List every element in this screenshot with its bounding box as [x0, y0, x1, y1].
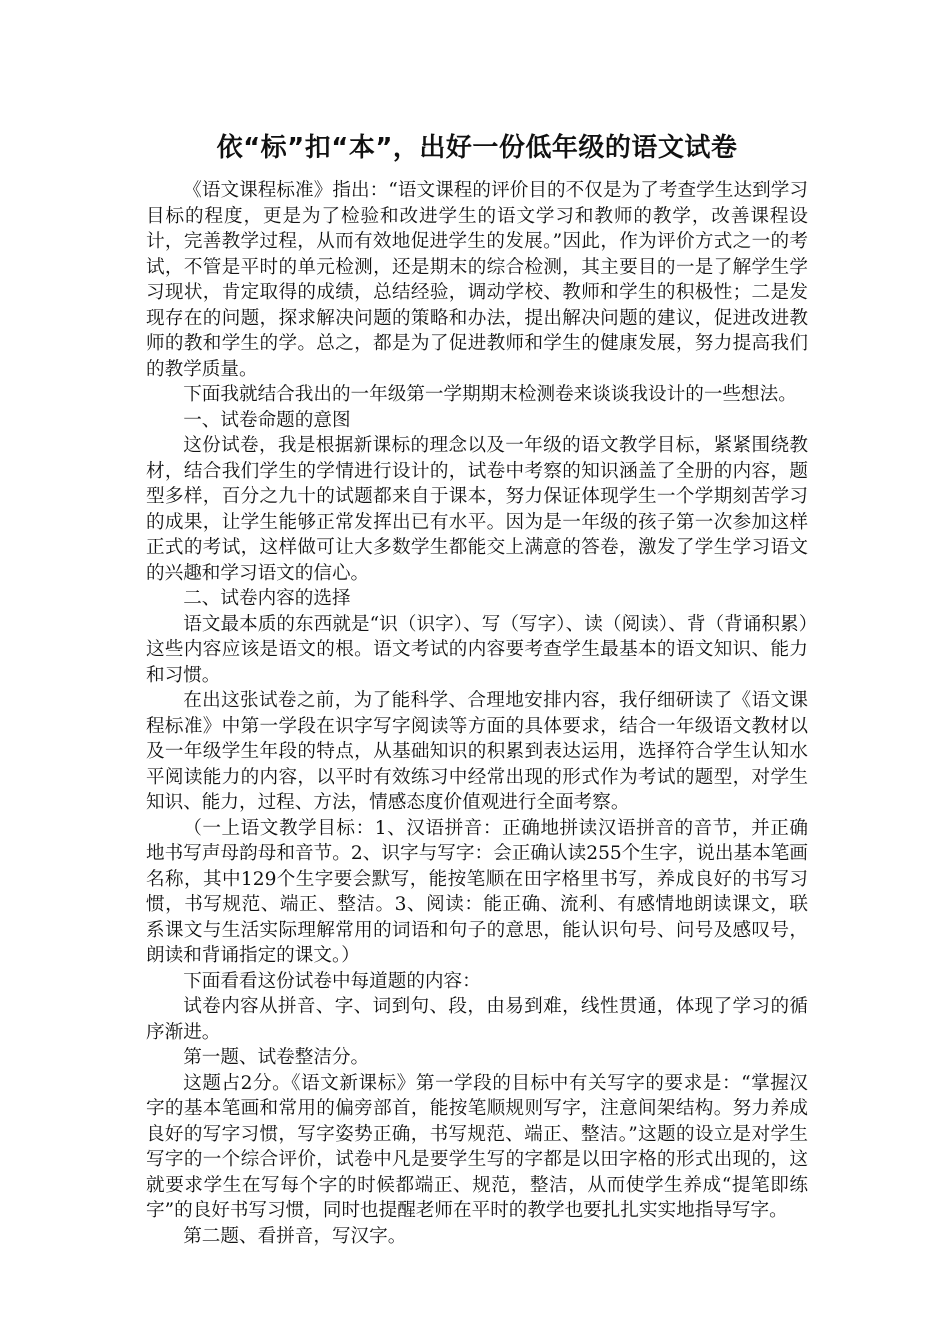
- paragraph-content-essence: 语文最本质的东西就是“识（识字）、写（写字）、读（阅读）、背（背诵积累）这些内容应该是语文的根。语文考试的内容要考查学生最基本的语文知识、能力和习惯。: [146, 613, 808, 686]
- paragraph-content-selection: 在出这张试卷之前，为了能科学、合理地安排内容，我仔细研读了《语文课程标准》中第一学段在识字写字阅读等方面的具体要求，结合一年级语文教材以及一年级学生年段的特点，从基础知识的积累到表达运用，选择符合学生认知水平阅读能力的内容，以平时有效练习中经常出现的形式作为考试的题型，对学生知识、能力，过程、方法，情感态度价值观进行全面考察。: [146, 690, 808, 813]
- paragraph-intro: 《语文课程标准》指出：“语文课程的评价目的不仅是为了考查学生达到学习目标的程度，更是为了检验和改进学生的语文学习和教师的教学，改善课程设计，完善教学过程，从而有效地促进学生的发展。”因此，作为评价方式之一的考试，不管是平时的单元检测，还是期末的综合检测，其主要目的一是了解学生学习现状，肯定取得的成绩，总结经验，调动学校、教师和学生的积极性；二是发现存在的问题，探求解决问题的策略和办法，提出解决问题的建议，促进改进教师的教和学生的学。总之，都是为了促进教师和学生的健康发展，努力提高我们的教学质量。: [146, 180, 808, 380]
- question-1-heading: 第一题、试卷整洁分。: [183, 1047, 370, 1068]
- paragraph-design-intent: 这份试卷，我是根据新课标的理念以及一年级的语文教学目标，紧紧围绕教材，结合我们学生的学情进行设计的，试卷中考察的知识涵盖了全册的内容，题型多样，百分之九十的试题都来自于课本，努力保证体现学生一个学期刻苦学习的成果，让学生能够正常发挥出已有水平。因为是一年级的孩子第一次参加这样正式的考试，这样做可让大多数学生都能交上满意的答卷，激发了学生学习语文的兴趣和学习语文的信心。: [146, 435, 808, 584]
- paragraph-purpose: 下面我就结合我出的一年级第一学期期末检测卷来谈谈我设计的一些想法。: [183, 384, 797, 405]
- document-title: 依“标”扣“本”，出好一份低年级的语文试卷: [216, 133, 738, 163]
- paragraph-question-1: 这题占2分。《语文新课标》第一学段的目标中有关写字的要求是：“掌握汉字的基本笔画和常用的偏旁部首，能按笔顺规则写字，注意间架结构。努力养成良好的写字习惯，写字姿势正确，书写规范、端正、整洁。”这题的设立是对学生写字的一个综合评价，试卷中凡是要学生写的字都是以田字格的形式出现的，这就要求学生在写每个字的时候都端正、规范，整洁，从而使学生养成“提笔即练字”的良好书写习惯，同时也提醒老师在平时的教学也要扎扎实实地指导写字。: [146, 1072, 808, 1221]
- document-page: [146, 128, 808, 1249]
- section-heading-1: 一、试卷命题的意图: [183, 409, 351, 431]
- paragraph-question-overview: 下面看看这份试卷中每道题的内容：: [183, 970, 481, 992]
- paragraph-teaching-goals: （一上语文教学目标：1、汉语拼音：正确地拼读汉语拼音的音节，并正确地书写声母韵母和音节。2、识字与写字：会正确认读255个生字，说出基本笔画名称，其中129个生字要会默写，能按笔顺在田字格里书写，养成良好的书写习惯，书写规范、端正、整洁。3、阅读：能正确、流利、有感情地朗读课文，联系课文与生活实际理解常用的词语和句子的意思，能认识句号、问号及感叹号，朗读和背诵指定的课文。）: [146, 817, 808, 966]
- section-heading-2: 二、试卷内容的选择: [183, 588, 351, 609]
- question-2-heading: 第二题、看拼音，写汉字。: [183, 1225, 407, 1247]
- paragraph-content-progression: 试卷内容从拼音、字、词到句、段，由易到难，线性贯通，体现了学习的循序渐进。: [146, 996, 808, 1043]
